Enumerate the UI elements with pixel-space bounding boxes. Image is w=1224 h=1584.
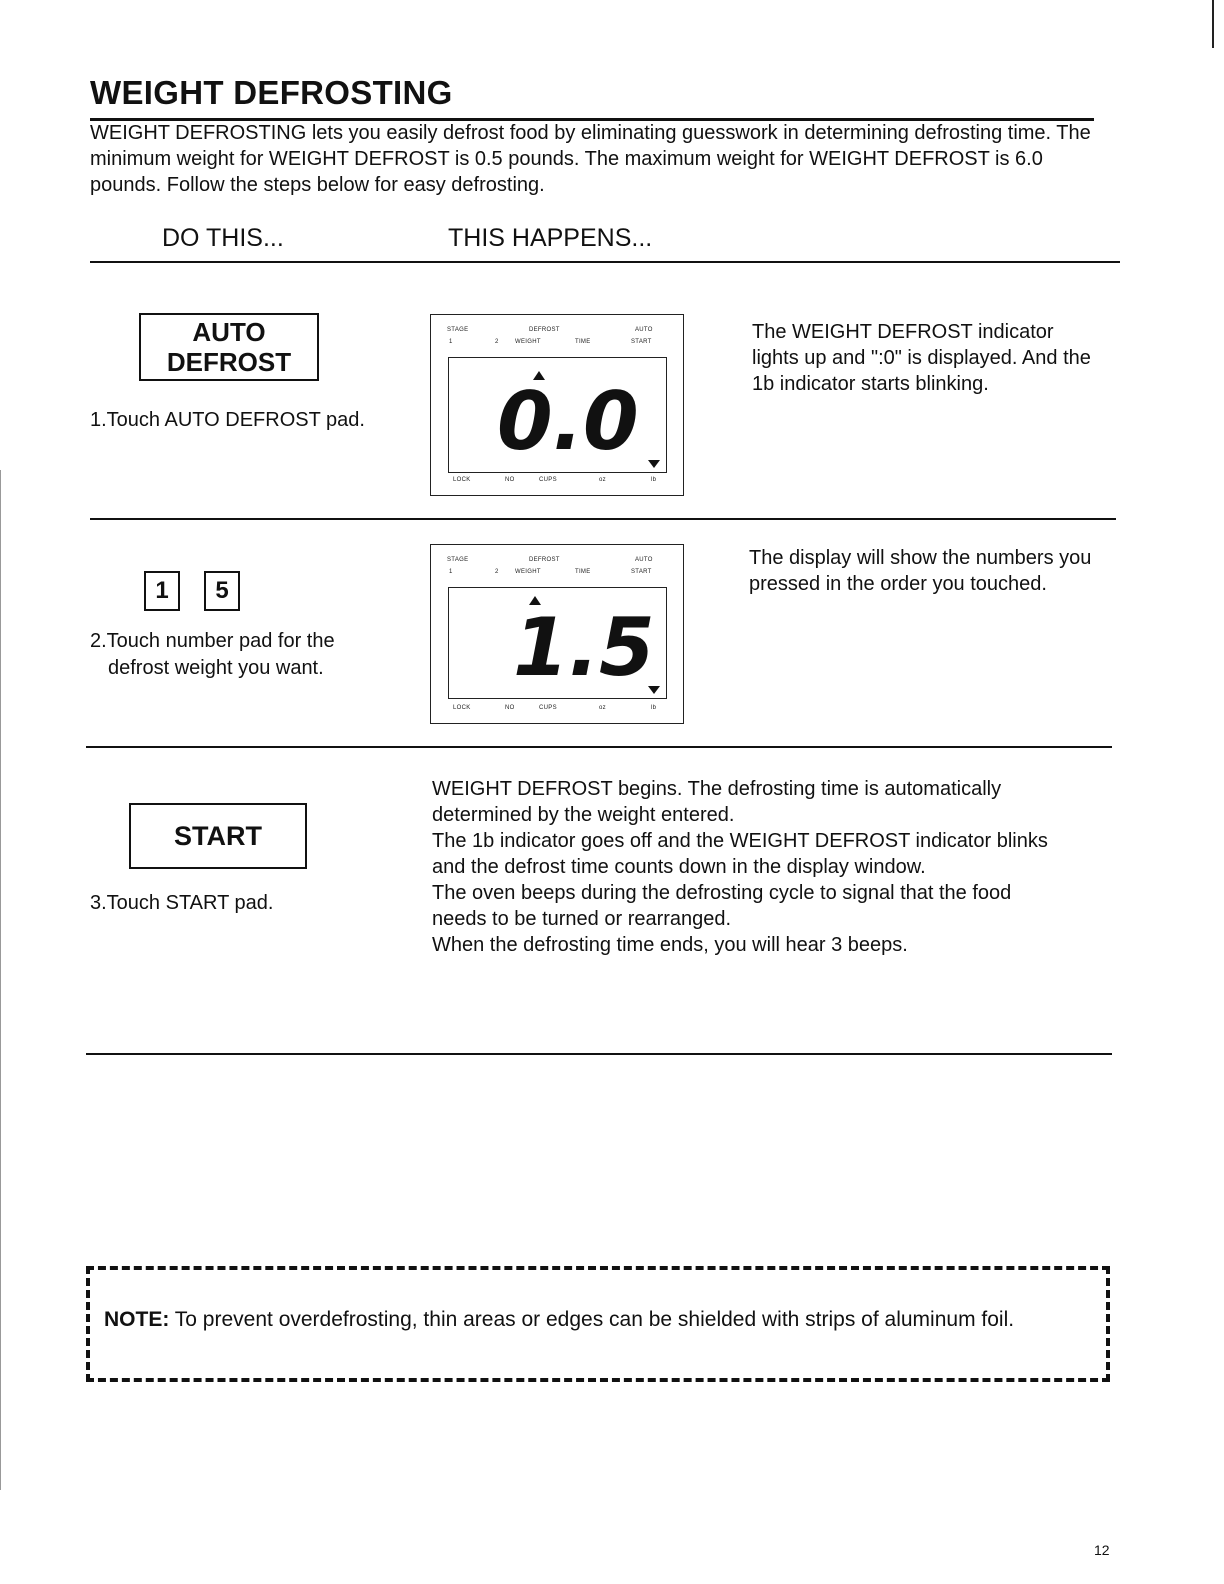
label-no: NO bbox=[505, 477, 515, 483]
lcd-digits: 1.5 bbox=[513, 601, 655, 694]
step-3-result-line: The oven beeps during the defrosting cycle to signal that the food bbox=[432, 882, 1012, 904]
display-panel-step-1 bbox=[430, 314, 684, 496]
page-title: WEIGHT DEFROSTING bbox=[90, 74, 453, 111]
note-body: To prevent overdefrosting, thin areas or edges can be shielded with strips of aluminum foil. bbox=[174, 1308, 1015, 1331]
header-rule bbox=[90, 261, 1120, 263]
label-oz: oz bbox=[599, 477, 606, 483]
page-number: 12 bbox=[1094, 1542, 1110, 1558]
step-3-instruction: 3.Touch START pad. bbox=[90, 892, 274, 914]
label-auto: AUTO bbox=[635, 557, 653, 563]
label-stage-1: 1 bbox=[449, 569, 453, 575]
lcd-screen bbox=[448, 587, 667, 699]
step-separator bbox=[86, 746, 1112, 748]
number-pad-5[interactable]: 5 bbox=[204, 571, 240, 611]
label-lock: LOCK bbox=[453, 705, 471, 711]
note-text bbox=[104, 1308, 1014, 1332]
label-weight: WEIGHT bbox=[515, 569, 541, 575]
label-defrost: DEFROST bbox=[529, 327, 560, 333]
intro-paragraph: WEIGHT DEFROSTING lets you easily defrost food by eliminating guesswork in determining defrosting time. The minimum weight for WEIGHT DEFROST is 0.5 pounds. The maximum weight for WEIGHT DEFROST is 6.0 pounds. Follow the steps below for easy defrosting. bbox=[90, 122, 1091, 196]
label-cups: CUPS bbox=[539, 477, 557, 483]
step-2-instruction-line1: 2.Touch number pad for the bbox=[90, 630, 335, 652]
label-start: START bbox=[631, 339, 652, 345]
step-separator bbox=[90, 518, 1116, 520]
label-weight: WEIGHT bbox=[515, 339, 541, 345]
page-edge-line bbox=[1212, 0, 1214, 48]
label-no: NO bbox=[505, 705, 515, 711]
step-3-result-line: The 1b indicator goes off and the WEIGHT DEFROST indicator blinks bbox=[432, 830, 1048, 852]
page-edge-line bbox=[0, 470, 1, 1490]
step-3-result-line: determined by the weight entered. bbox=[432, 804, 735, 826]
label-stage-2: 2 bbox=[495, 569, 499, 575]
note-label: NOTE: bbox=[104, 1308, 170, 1331]
lcd-digits: 0.0 bbox=[497, 375, 639, 468]
auto-defrost-pad-line1: AUTO bbox=[192, 317, 266, 347]
auto-defrost-pad-line2: DEFROST bbox=[166, 347, 292, 377]
label-stage: STAGE bbox=[447, 327, 469, 333]
label-auto: AUTO bbox=[635, 327, 653, 333]
label-stage-1: 1 bbox=[449, 339, 453, 345]
number-pad-1[interactable]: 1 bbox=[144, 571, 180, 611]
label-cups: CUPS bbox=[539, 705, 557, 711]
label-start: START bbox=[631, 569, 652, 575]
label-stage-2: 2 bbox=[495, 339, 499, 345]
lb-indicator-arrow bbox=[648, 460, 660, 468]
label-stage: STAGE bbox=[447, 557, 469, 563]
display-panel-step-2 bbox=[430, 544, 684, 724]
label-time: TIME bbox=[575, 339, 591, 345]
label-lock: LOCK bbox=[453, 477, 471, 483]
lcd-screen bbox=[448, 357, 667, 473]
column-header-this-happens: THIS HAPPENS... bbox=[448, 224, 653, 252]
step-3-result-line: and the defrost time counts down in the display window. bbox=[432, 856, 926, 878]
step-1-instruction: 1.Touch AUTO DEFROST pad. bbox=[90, 409, 365, 431]
start-pad[interactable]: START bbox=[129, 803, 307, 869]
step-3-result bbox=[432, 776, 1132, 958]
column-header-do-this: DO THIS... bbox=[162, 224, 284, 252]
step-3-result-line: needs to be turned or rearranged. bbox=[432, 908, 732, 930]
label-lb: lb bbox=[651, 705, 657, 711]
step-1-result: The WEIGHT DEFROST indicator lights up and ":0" is displayed. And the 1b indicator starts blinking. bbox=[752, 321, 1091, 395]
lb-indicator-arrow bbox=[648, 686, 660, 694]
auto-defrost-pad[interactable] bbox=[139, 313, 319, 381]
label-defrost: DEFROST bbox=[529, 557, 560, 563]
label-oz: oz bbox=[599, 705, 606, 711]
step-3-result-line: WEIGHT DEFROST begins. The defrosting time is automatically bbox=[432, 778, 1002, 800]
label-lb: lb bbox=[651, 477, 657, 483]
step-2-result: The display will show the numbers you pressed in the order you touched. bbox=[749, 547, 1092, 595]
step-2-instruction-line2: defrost weight you want. bbox=[108, 657, 324, 679]
section-end-rule bbox=[86, 1053, 1112, 1055]
step-3-result-line: When the defrosting time ends, you will hear 3 beeps. bbox=[432, 934, 908, 956]
label-time: TIME bbox=[575, 569, 591, 575]
